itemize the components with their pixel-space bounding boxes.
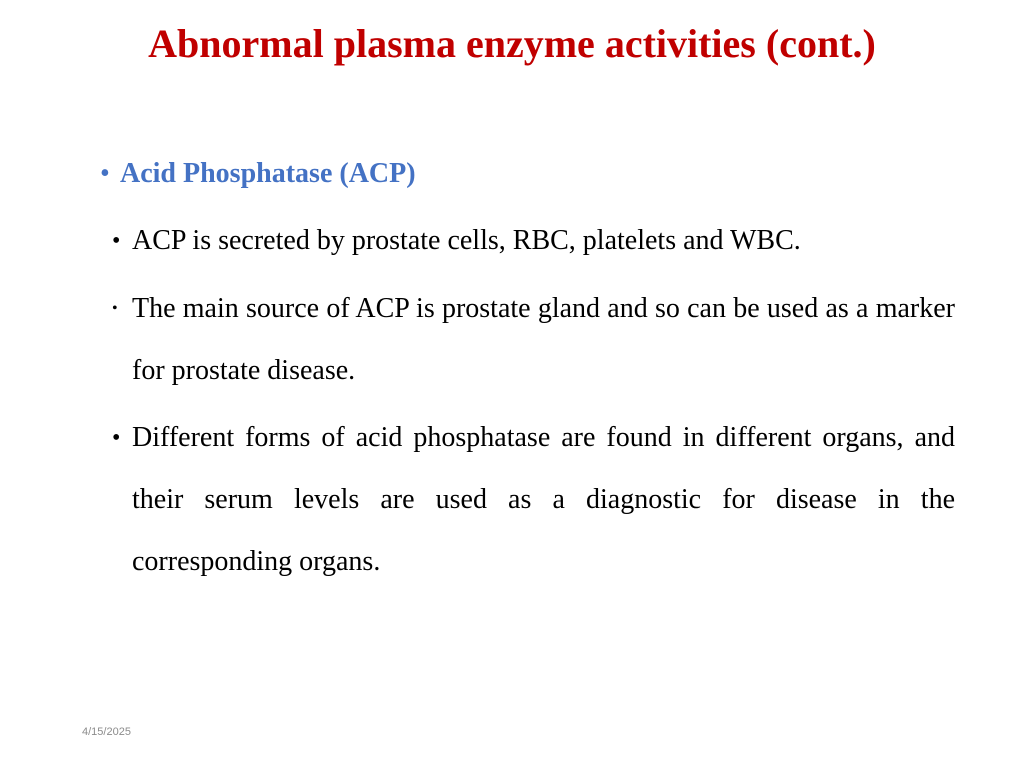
bullet-point-3-marker: • (112, 425, 121, 451)
bullet-point-1 (112, 210, 955, 272)
heading-acid-phosphatase (100, 154, 416, 194)
heading-text: Acid Phosphatase (ACP) (120, 158, 416, 189)
bullet-point-2-text: The main source of ACP is prostate gland and so can be used as a marker for prostate disease. (132, 293, 955, 386)
bullet-point-2-marker: • (112, 300, 118, 317)
slide-title: Abnormal plasma enzyme activities (cont.) (148, 21, 876, 66)
bullet-point-1-marker: • (112, 228, 121, 254)
bullet-point-3 (112, 407, 955, 593)
bullet-point-1-text: ACP is secreted by prostate cells, RBC, platelets and WBC. (132, 225, 801, 256)
heading-bullet: • (100, 158, 110, 189)
bullet-point-2 (112, 278, 955, 402)
slide-date: 4/15/2025 (82, 726, 131, 738)
bullet-point-3-text: Different forms of acid phosphatase are found in different organs, and their serum levels are used as a diagnostic for disease in the corresponding organs. (132, 422, 955, 577)
